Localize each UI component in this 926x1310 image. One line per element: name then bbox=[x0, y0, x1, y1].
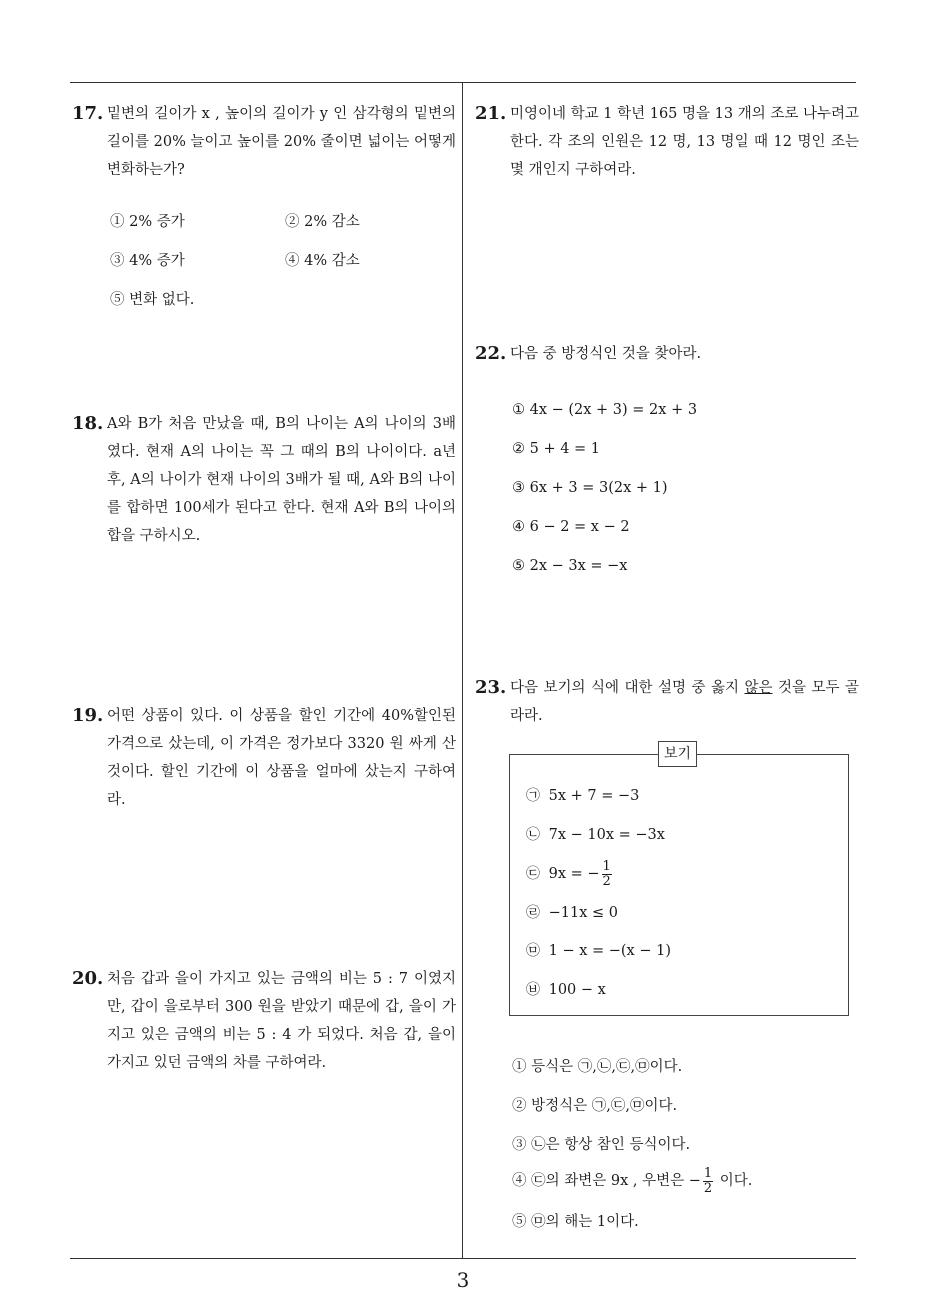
q17-option-2[interactable]: ② 2% 감소 bbox=[285, 214, 360, 230]
question-number: 17. bbox=[72, 103, 104, 124]
fraction-denominator: 2 bbox=[703, 1180, 713, 1196]
item-expr: 7x − 10x = −3x bbox=[548, 827, 665, 843]
q22-option-1[interactable]: ① 4x − (2x + 3) = 2x + 3 bbox=[512, 402, 698, 418]
example-box-title: 보기 bbox=[658, 741, 697, 767]
option-text: 이다. bbox=[715, 1173, 753, 1189]
item-label: ㉥ bbox=[526, 982, 540, 998]
item-expr: −11x ≤ 0 bbox=[548, 905, 618, 921]
q23-option-1[interactable]: ① 등식은 ㉠,㉡,㉢,㉤이다. bbox=[512, 1059, 683, 1075]
question-text: 미영이네 학교 1 학년 165 명을 13 개의 조로 나누려고 한다. 각 조의 인원은 12 명, 13 명일 때 12 명인 조는 몇 개인지 구하여라. bbox=[510, 106, 859, 178]
q22-option-3[interactable]: ③ 6x + 3 = 3(2x + 1) bbox=[512, 480, 668, 496]
question-text: 어떤 상품이 있다. 이 상품을 할인 기간에 40%할인된 가격으로 샀는데, 이 가격은 정가보다 3320 원 싸게 산 것이다. 할인 기간에 이 상품을 얼마에 샀는지 구하여라. bbox=[107, 708, 456, 808]
item-label: ㉠ bbox=[526, 788, 540, 804]
question-number: 23. bbox=[475, 677, 507, 698]
question-19 bbox=[72, 702, 456, 814]
question-21 bbox=[475, 100, 859, 184]
fraction-numerator: 1 bbox=[602, 858, 611, 874]
box-item-f bbox=[526, 980, 606, 1000]
page-number: 3 bbox=[456, 1268, 470, 1292]
question-text bbox=[510, 674, 859, 730]
box-item-d bbox=[526, 903, 618, 923]
q23-option-5[interactable]: ⑤ ㉤의 해는 1이다. bbox=[512, 1214, 639, 1230]
option-text: ④ ㉢의 좌변은 9x , 우변은 − bbox=[512, 1173, 701, 1189]
question-number: 22. bbox=[475, 343, 507, 364]
box-item-a bbox=[526, 786, 639, 806]
q17-option-4[interactable]: ④ 4% 감소 bbox=[285, 253, 360, 269]
q22-option-2[interactable]: ② 5 + 4 = 1 bbox=[512, 441, 601, 457]
fraction-numerator: 1 bbox=[703, 1165, 713, 1181]
item-label: ㉤ bbox=[526, 943, 540, 959]
item-label: ㉡ bbox=[526, 827, 540, 843]
question-17 bbox=[72, 100, 456, 184]
item-label: ㉣ bbox=[526, 905, 540, 921]
question-number: 21. bbox=[475, 103, 507, 124]
q17-option-3[interactable]: ③ 4% 증가 bbox=[110, 253, 185, 269]
fraction bbox=[703, 1167, 713, 1196]
column-divider bbox=[462, 82, 463, 1258]
box-item-e bbox=[526, 941, 671, 961]
question-20 bbox=[72, 965, 456, 1077]
fraction bbox=[602, 860, 612, 889]
q22-option-5[interactable]: ⑤ 2x − 3x = −x bbox=[512, 558, 628, 574]
q23-option-2[interactable]: ② 방정식은 ㉠,㉢,㉤이다. bbox=[512, 1098, 678, 1114]
question-number: 19. bbox=[72, 705, 104, 726]
question-text-part: 것을 모두 골라라. bbox=[510, 680, 859, 724]
question-text: 처음 갑과 을이 가지고 있는 금액의 비는 5 : 7 이였지만, 갑이 을로부터 300 원을 받았기 때문에 갑, 을이 가지고 있은 금액의 비는 5 : 4 가 되었다. 처음 갑, 을이 가지고 있던 금액의 차를 구하여라. bbox=[107, 971, 456, 1071]
item-expr: 1 − x = −(x − 1) bbox=[548, 943, 671, 959]
question-number: 20. bbox=[72, 968, 104, 989]
q17-option-5[interactable]: ⑤ 변화 없다. bbox=[110, 292, 195, 308]
question-text-part: 다음 보기의 식에 대한 설명 중 옳지 bbox=[510, 680, 745, 696]
item-expr: 100 − x bbox=[548, 982, 606, 998]
item-label: ㉢ bbox=[526, 866, 540, 882]
q17-option-1[interactable]: ① 2% 증가 bbox=[110, 214, 185, 230]
bottom-rule bbox=[70, 1258, 856, 1259]
top-rule bbox=[70, 82, 856, 83]
q23-option-4[interactable] bbox=[512, 1163, 752, 1199]
question-text: 다음 중 방정식인 것을 찾아라. bbox=[510, 346, 702, 362]
item-expr: 9x = − bbox=[548, 866, 600, 882]
question-22 bbox=[475, 340, 859, 368]
box-item-b bbox=[526, 825, 665, 845]
question-23 bbox=[475, 674, 859, 730]
box-item-c bbox=[526, 856, 614, 892]
question-text: A와 B가 처음 만났을 때, B의 나이는 A의 나이의 3배였다. 현재 A의 나이는 꼭 그 때의 B의 나이이다. a년 후, A의 나이가 현재 나이의 3배가 될 때, A와 B의 나이를 합하면 100세가 된다고 한다. 현재 A와 B의 나이의 합을 구하시오. bbox=[107, 416, 456, 544]
q23-option-3[interactable]: ③ ㉡은 항상 참인 등식이다. bbox=[512, 1137, 691, 1153]
fraction-denominator: 2 bbox=[602, 873, 611, 889]
underlined-word: 않은 bbox=[744, 680, 773, 696]
question-18 bbox=[72, 410, 456, 550]
item-expr: 5x + 7 = −3 bbox=[548, 788, 640, 804]
question-text: 밑변의 길이가 x , 높이의 길이가 y 인 삼각형의 밑변의 길이를 20% 늘이고 높이를 20% 줄이면 넓이는 어떻게 변화하는가? bbox=[107, 106, 456, 178]
question-number: 18. bbox=[72, 413, 104, 434]
q22-option-4[interactable]: ④ 6 − 2 = x − 2 bbox=[512, 519, 630, 535]
